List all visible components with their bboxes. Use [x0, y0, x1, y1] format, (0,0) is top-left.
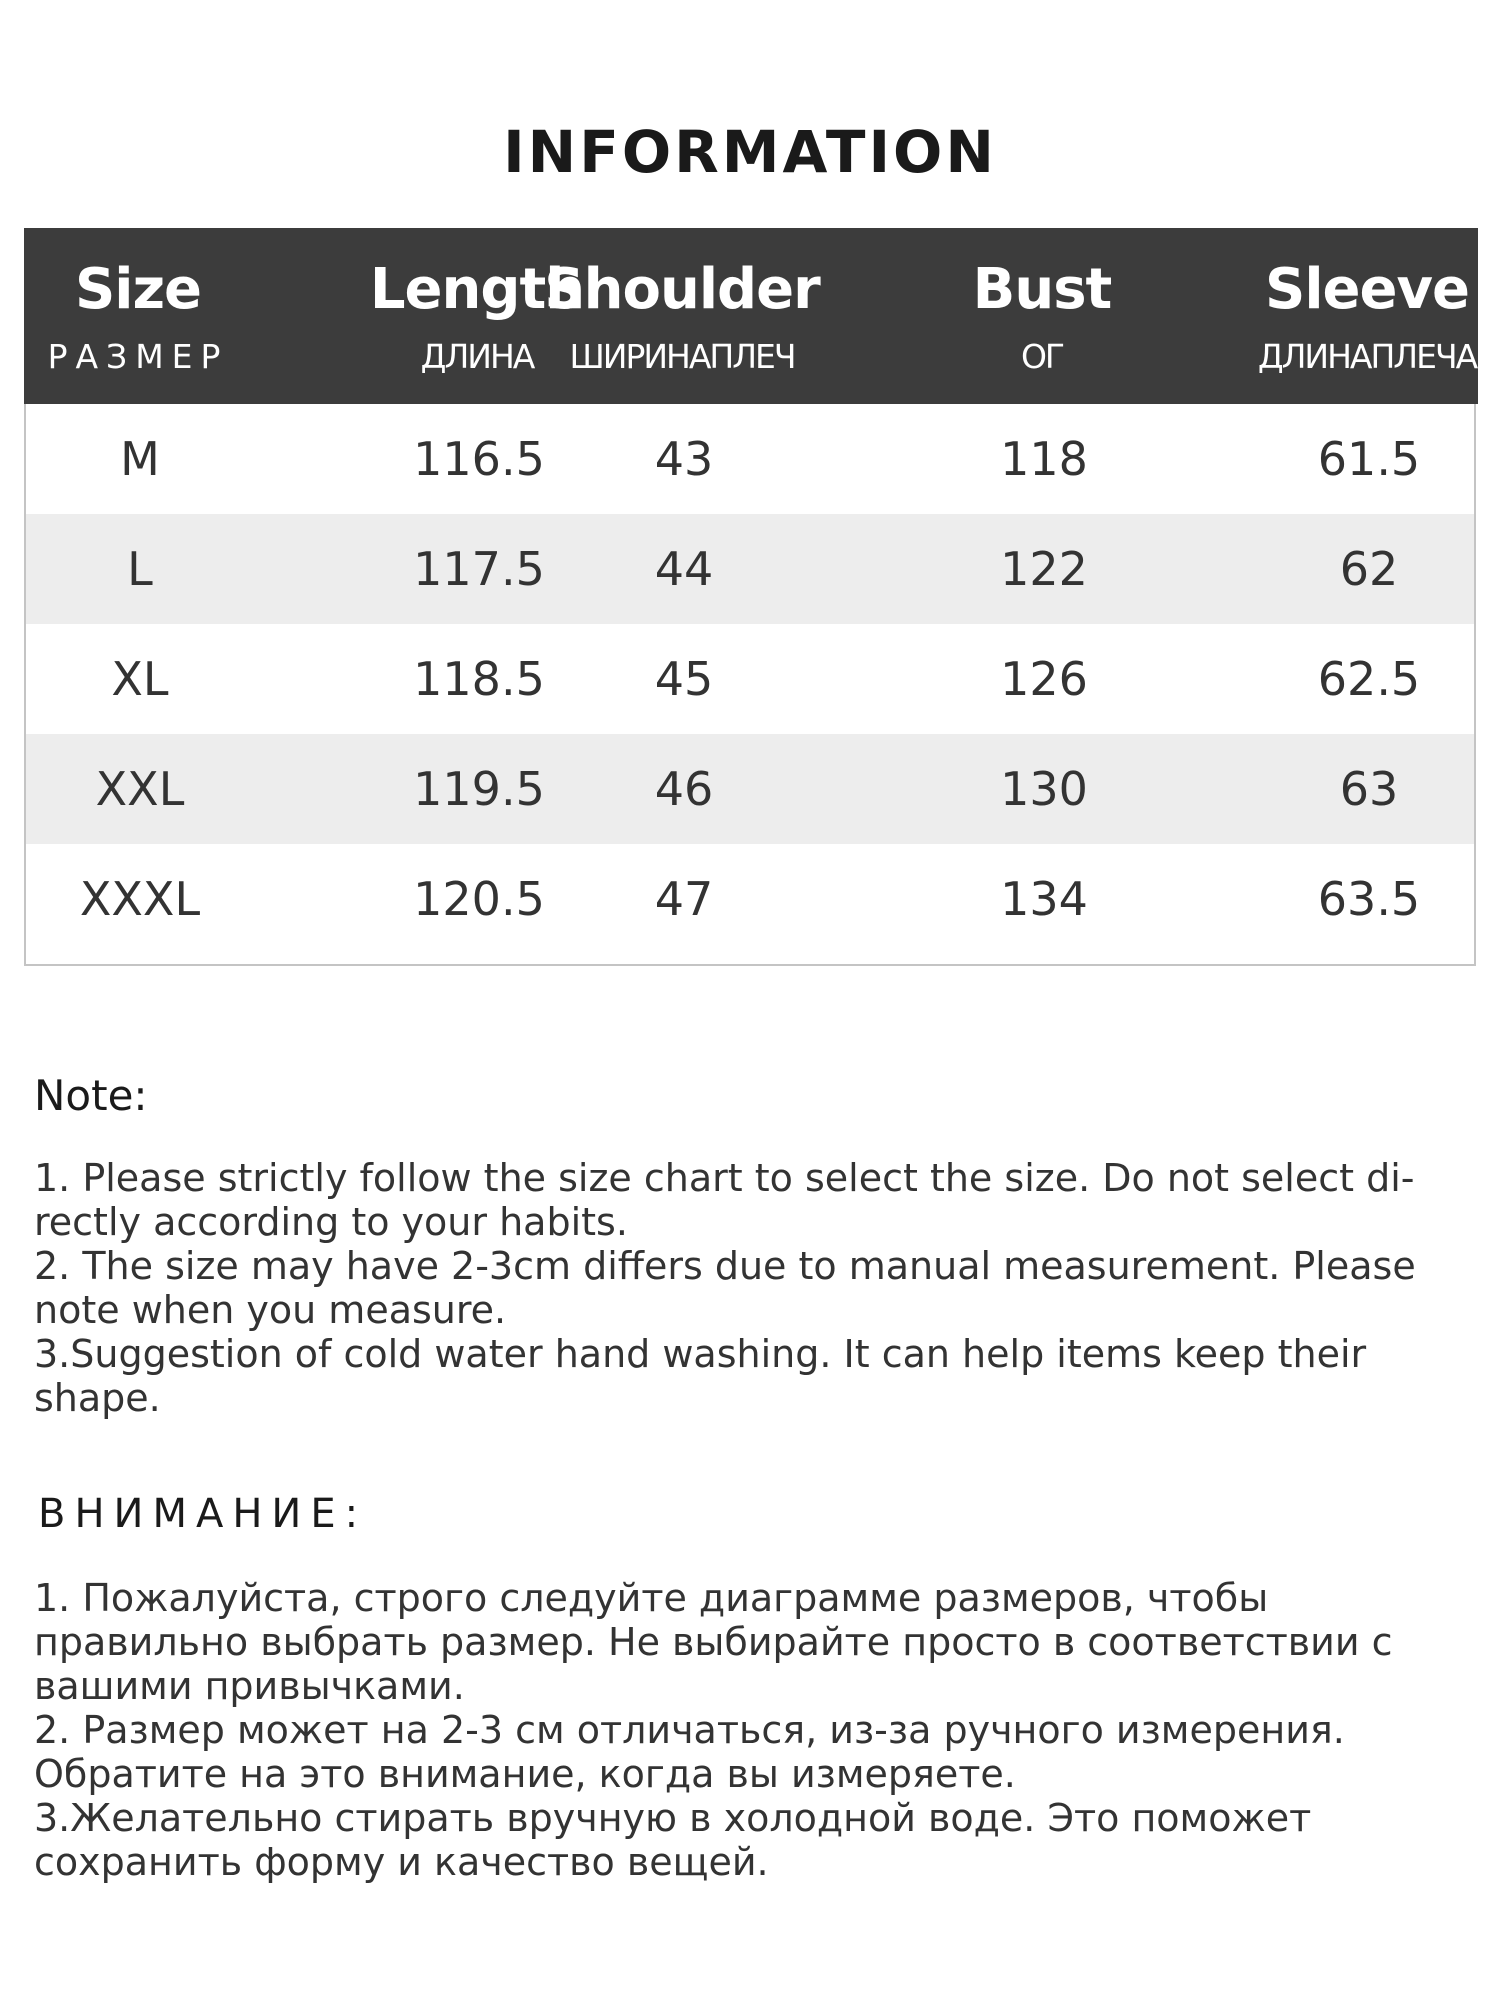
header-length-label: Length: [369, 257, 585, 322]
sleeve-cell: 62: [1339, 542, 1399, 596]
sleeve-cell: 63.5: [1317, 872, 1421, 926]
ru-note-item: 3.Желательно стирать вручную в холодной воде. Это поможет сохранить форму и качество вещей.: [34, 1796, 1312, 1884]
header-shoulder-label-ru: ШИРИНАПЛЕЧ: [569, 337, 795, 376]
table-row: [26, 734, 1474, 844]
table-row: [26, 624, 1474, 734]
bust-cell: 118: [1000, 432, 1088, 486]
ru-note-item: 2. Размер может на 2-3 см отличаться, из-за ручного измерения. Обратите на это внимание, когда вы измеряете.: [34, 1708, 1345, 1796]
shoulder-cell: 44: [654, 542, 714, 596]
ru-note-heading: ВНИМАНИЕ:: [38, 1491, 368, 1537]
length-cell: 118.5: [413, 652, 545, 706]
note-item: 1. Please strictly follow the size chart to select the size. Do not select di-rectly according to your habits.: [34, 1156, 1415, 1244]
table-row: [26, 514, 1474, 624]
note-list: [34, 1156, 1454, 1420]
shoulder-cell: 46: [654, 762, 714, 816]
header-bust-label: Bust: [972, 257, 1112, 322]
header-length-label-ru: ДЛИНА: [420, 337, 534, 376]
header-bust-label-ru: ОГ: [1020, 337, 1064, 376]
note-item: 3.Suggestion of cold water hand washing. It can help items keep their shape.: [34, 1332, 1367, 1420]
size-cell: XL: [111, 652, 169, 706]
header-bust: [857, 228, 1227, 404]
bust-cell: 122: [1000, 542, 1088, 596]
shoulder-cell: 43: [654, 432, 714, 486]
length-cell: 119.5: [413, 762, 545, 816]
header-size-label: Size: [74, 257, 202, 322]
note-heading: Note:: [34, 1071, 148, 1120]
sleeve-cell: 63: [1339, 762, 1399, 816]
header-size-label-ru: РАЗМЕР: [47, 337, 229, 376]
bust-cell: 126: [1000, 652, 1088, 706]
header-size: [24, 228, 252, 404]
table-header: [24, 228, 1478, 404]
table-row: [26, 844, 1474, 954]
header-sleeve: [1182, 228, 1500, 404]
length-cell: 116.5: [413, 432, 545, 486]
header-sleeve-label: Sleeve: [1265, 257, 1469, 322]
header-shoulder-label: Shoulder: [544, 257, 820, 322]
bust-cell: 130: [1000, 762, 1088, 816]
size-cell: L: [127, 542, 153, 596]
page-title: INFORMATION: [503, 118, 997, 186]
sleeve-cell: 61.5: [1317, 432, 1421, 486]
size-cell: XXXL: [79, 872, 201, 926]
note-item: 2. The size may have 2-3cm differs due to manual measurement. Please note when you measure.: [34, 1244, 1416, 1332]
table-row: [26, 404, 1474, 514]
bust-cell: 134: [1000, 872, 1088, 926]
sleeve-cell: 62.5: [1317, 652, 1421, 706]
header-sleeve-label-ru: ДЛИНАПЛЕЧА: [1257, 337, 1477, 376]
length-cell: 117.5: [413, 542, 545, 596]
size-cell: XXL: [95, 762, 185, 816]
ru-note-item: 1. Пожалуйста, строго следуйте диаграмме размеров, чтобы правильно выбрать размер. Не выбирайте просто в соответствии с вашими привычками.: [34, 1576, 1393, 1708]
header-shoulder: [477, 228, 887, 404]
size-cell: M: [120, 432, 160, 486]
ru-note-list: [34, 1576, 1474, 1884]
shoulder-cell: 45: [654, 652, 714, 706]
shoulder-cell: 47: [654, 872, 714, 926]
size-table: [24, 228, 1476, 966]
length-cell: 120.5: [413, 872, 545, 926]
